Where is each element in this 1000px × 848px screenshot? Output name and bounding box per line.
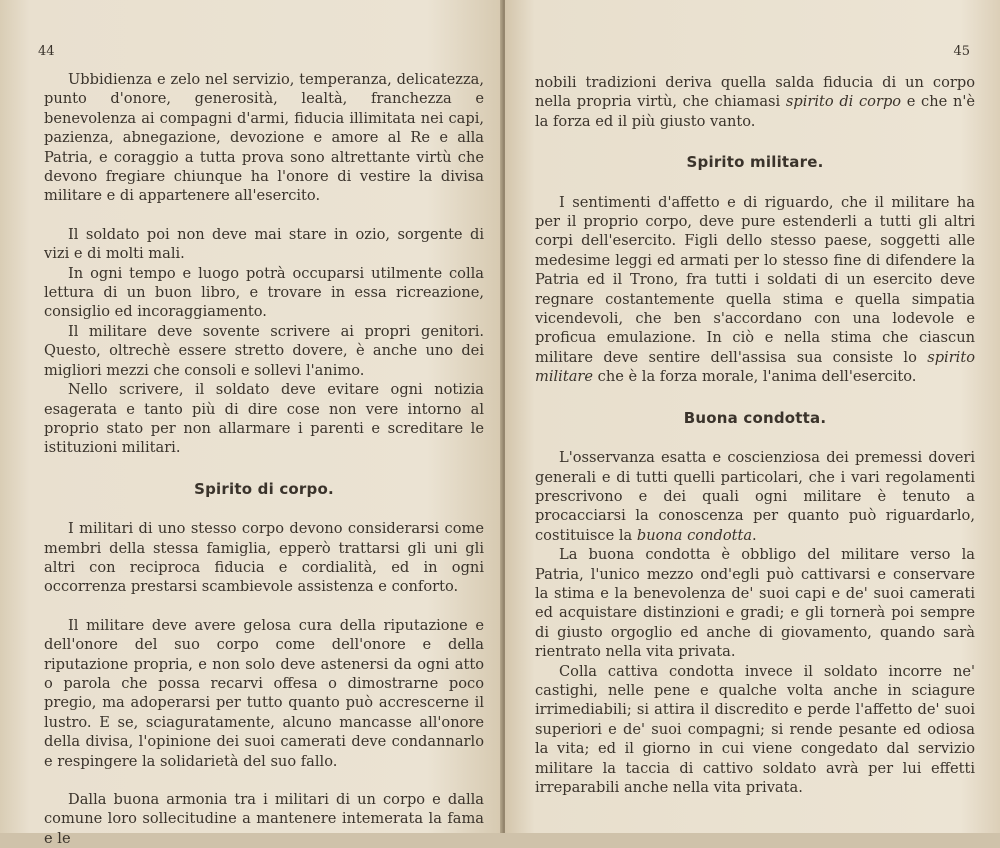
paragraph: Il soldato poi non deve mai stare in ozio, sorgente di vizi e di molti mali.	[44, 225, 484, 263]
paragraph: Nello scrivere, il soldato deve evitare ogni notizia esagerata e tanto più di dire cose non vere intorno al proprio stato per non allarmare i parenti e screditare le istituzioni militari.	[44, 381, 484, 457]
left-page-text	[44, 70, 484, 848]
right-page	[505, 0, 1000, 833]
paragraph: L'osservanza esatta e coscienziosa dei premessi doveri generali e di tutti quelli particolari, che i vari regolamenti prescrivono e dei quali ogni militare è tenuto a procacciarsi la conoscenza per quanto può riguardarlo, costituisce la buona condotta.	[535, 449, 975, 544]
paragraph: Dalla buona armonia tra i militari di un corpo e dalla comune loro sollecitudine a mantenere intemerata la fama e le	[44, 791, 484, 847]
section-heading: Spirito di corpo.	[194, 479, 334, 498]
paragraph: nobili tradizioni deriva quella salda fiducia di un corpo nella propria virtù, che chiamasi spirito di corpo e che n'è la forza ed il più giusto vanto.	[535, 74, 975, 130]
paragraph: I militari di uno stesso corpo devono considerarsi come membri della stessa famiglia, epperò trattarsi gli uni gli altri con reciproca fiducia e cordialità, ed in ogni occorrenza prestarsi scambievole assistenza e conforto.	[44, 520, 484, 596]
paragraph: La buona condotta è obbligo del militare verso la Patria, l'unico mezzo ond'egli può cattivarsi e conservare la stima e la benevolenza de' suoi capi e de' suoi camerati ed acquistare distinzioni e gradi; e gli tornerà poi sempre di giusto orgoglio ed anche di giovamento, quando sarà rientrato nella vita privata.	[535, 546, 975, 661]
page-number-right: 45	[953, 44, 970, 59]
right-page-text	[535, 73, 975, 797]
section-heading: Spirito militare.	[686, 153, 824, 172]
page-number-left: 44	[38, 44, 55, 59]
paragraph: Il militare deve sovente scrivere ai propri genitori. Questo, oltrechè essere stretto dovere, è anche uno dei migliori mezzi che consoli e sollevi l'animo.	[44, 322, 484, 379]
paragraph: Il militare deve avere gelosa cura della riputazione e dell'onore del suo corpo come dell'onore e della riputazione propria, e non solo deve astenersi da ogni atto o parola che possa recarvi offesa o dimostrarne poco pregio, ma adoperarsi per tutto quanto può accrescerne il lustro. E se, sciaguratamente, alcuno mancasse all'onore della divisa, l'opinione dei suoi camerati deve condannarlo e respingere la solidarietà del suo fallo.	[44, 616, 484, 770]
paragraph: I sentimenti d'affetto e di riguardo, che il militare ha per il proprio corpo, deve pure estenderli a tutti gli altri corpi dell'esercito. Figli dello stesso paese, soggetti alle medesime leggi ed armati per lo stesso fine di difendere la Patria ed il Trono, fra tutti i soldati di un esercito deve regnare costantemente quella stima e quella simpatia vicendevoli, che ben s'accordano con una lodevole e proficua emulazione. In ciò e nella stima che ciascun militare deve sentire dell'assisa sua consiste lo spirito militare che è la forza morale, l'anima dell'esercito.	[535, 193, 975, 386]
paragraph: Ubbidienza e zelo nel servizio, temperanza, delicatezza, punto d'onore, generosità, lealtà, franchezza e benevolenza ai compagni d'armi, fiducia illimitata nei capi, pazienza, abnegazione, devozione e amore al Re e alla Patria, e coraggio a tutta prova sono altrettante virtù che devono fregiare chiunque ha l'onore di vestire la divisa militare e di appartenere all'esercito.	[44, 71, 484, 205]
paragraph: In ogni tempo e luogo potrà occuparsi utilmente colla lettura di un buon libro, e trovare in essa ricreazione, consiglio ed incoraggiamento.	[44, 264, 484, 321]
section-heading: Buona condotta.	[683, 408, 827, 427]
paragraph: Colla cattiva condotta invece il soldato incorre ne' castighi, nelle pene e qualche volta anche in sciagure irrimediabili; si attira il discredito e perde l'affetto de' suoi superiori e de' suoi compagni; si rende pesante ed odiosa la vita; ed il giorno in cui viene congedato dal servizio militare la taccia di cattivo soldato avrà per lui effetti irreparabili anche nella vita privata.	[535, 662, 975, 796]
